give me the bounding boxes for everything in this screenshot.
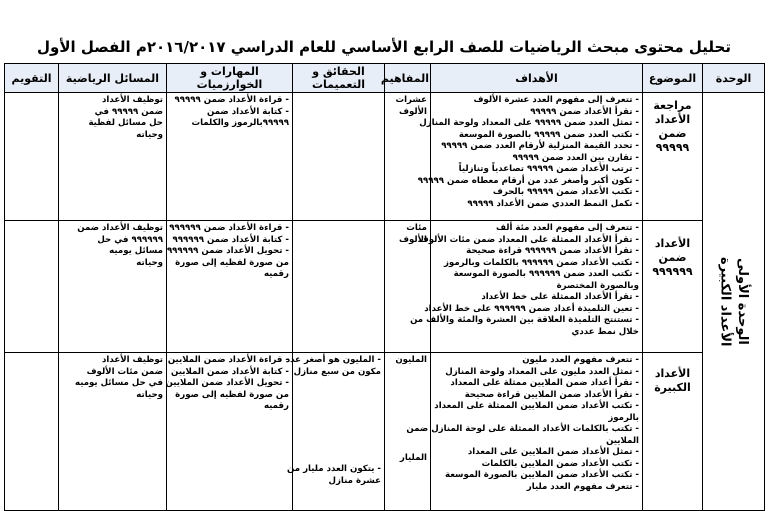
topic-line: ضمن xyxy=(658,251,687,264)
objective-item: - تستنتج التلميذة العلاقة بين العشرة والمئة والألف من xyxy=(410,315,639,325)
skill-item: رقميه xyxy=(263,269,289,279)
concept-item: المليون xyxy=(395,355,427,365)
topic-cell xyxy=(643,93,703,221)
objective-item: - تكتب الأعداد ضمن الملايين بالكلمات xyxy=(481,458,639,469)
table-row xyxy=(5,353,765,511)
objective-item: - تقرأ الأعداد ضمن ٩٩٩٩٩ xyxy=(530,106,639,117)
fact-item: - المليون هو أصغر عدد xyxy=(285,355,381,365)
topic-line: الكبيرة xyxy=(654,381,691,394)
assessment-cell xyxy=(5,221,59,353)
facts-cell xyxy=(293,93,385,221)
objective-item: - تقرأ الأعداد ضمن ٩٩٩٩٩٩ قراءة صحيحة xyxy=(466,246,639,256)
table-row xyxy=(5,93,765,221)
skills-cell xyxy=(167,353,293,511)
objective-item: - تكتب الأعداد ضمن ٩٩٩٩٩٩ بالكلمات وبالرموز xyxy=(443,257,639,268)
concepts-cell xyxy=(385,93,431,221)
topic-line: الأعداد xyxy=(654,367,691,380)
objective-item: - تقرأ الأعداد الممثلة على المعداد ضمن مئات الألوف xyxy=(418,234,639,245)
skill-item: - قراءة الأعداد ضمن ٩٩٩٩٩٩ xyxy=(169,223,289,233)
objective-item: - تكتب الأعداد ضمن الملايين بالصورة الموسعة xyxy=(444,470,639,480)
problem-item: وحياته xyxy=(136,257,163,268)
problem-item: ٩٩٩٩٩٩ في حل xyxy=(97,234,163,245)
problems-cell xyxy=(59,353,167,511)
problem-item: توظيف الأعداد xyxy=(102,355,163,365)
skills-cell xyxy=(167,221,293,353)
topic-line: الأعداد xyxy=(654,113,691,126)
skill-item: - قراءة الأعداد ضمن الملايين xyxy=(167,355,289,365)
topic-cell xyxy=(643,353,703,511)
topic-line: ٩٩٩٩٩٩ xyxy=(652,265,693,278)
objective-item: - تعين التلميذة أعداد ضمن ٩٩٩٩٩٩ على خط الأعداد xyxy=(424,303,639,314)
objective-item: - تكتب بالكلمات الأعداد الممثلة على لوحة المنازل ضمن xyxy=(406,424,639,434)
topic-line: ٩٩٩٩٩ xyxy=(655,141,690,154)
header-facts: الحقائق و التعميمات xyxy=(293,64,385,93)
objective-item: الملايين xyxy=(606,435,639,446)
skill-item: - تحويل الأعداد ضمن ٩٩٩٩٩٩ xyxy=(166,246,289,256)
facts-cell xyxy=(293,221,385,353)
objective-item: - تقرأ الأعداد ضمن الملايين قراءة صحيحة xyxy=(464,389,639,400)
facts-cell xyxy=(285,353,385,511)
objective-item: خلال نمط عددي xyxy=(571,326,639,337)
topic-line: ضمن xyxy=(658,127,687,140)
skill-item: - كتابة الأعداد ضمن xyxy=(206,106,289,117)
objective-item: - تكمل النمط العددي ضمن الأعداد ٩٩٩٩٩ xyxy=(467,198,639,209)
topic-line: مراجعة xyxy=(653,99,692,112)
problem-item: توظيف الأعداد ضمن xyxy=(77,223,163,233)
objective-item: - تمثل العدد مليون على المعداد ولوحة المنازل xyxy=(445,366,639,377)
skill-item: - تحويل الأعداد ضمن الملايين xyxy=(165,378,289,388)
objective-item: - تقرأ الأعداد الممثلة على خط الأعداد xyxy=(481,292,639,302)
problem-item: وحياته xyxy=(136,129,163,140)
header-concepts: المفاهيم xyxy=(385,64,431,93)
header-objectives: الأهداف xyxy=(431,64,643,93)
problem-item: وحياته xyxy=(136,389,163,400)
table-row xyxy=(5,221,765,353)
page-title: تحليل محتوى مبحث الرياضيات للصف الرابع الأساسي للعام الدراسي ٢٠١٦/٢٠١٧م الفصل الأول xyxy=(37,38,731,56)
objective-item: - تكتب العدد ضمن ٩٩٩٩٩٩ بالصورة الموسعة xyxy=(453,269,639,279)
header-assessment: التقويم xyxy=(5,64,59,93)
problem-item: حل مسائل لفظية xyxy=(88,118,163,128)
concepts-cell xyxy=(385,221,431,353)
content-analysis-table xyxy=(4,63,765,511)
objective-item: - تكتب الأعداد ضمن ٩٩٩٩٩ بالحرف xyxy=(492,187,639,197)
problems-cell xyxy=(59,93,167,221)
skill-item: ٩٩٩٩٩بالرموز والكلمات xyxy=(191,118,289,128)
objective-item: بالرموز xyxy=(608,412,639,423)
problem-item: في حل مسائل يوميه xyxy=(74,378,163,388)
objective-item: - تتعرف مفهوم العدد مليون xyxy=(522,355,639,365)
concept-item: الألوف xyxy=(399,234,427,245)
unit-cell xyxy=(703,93,765,511)
problems-cell xyxy=(59,221,167,353)
header-skills: المهارات و الخوارزميات xyxy=(167,64,293,93)
objective-item: - تحدد القيمة المنزلية لأرقام العدد ضمن ٩٩٩٩٩ xyxy=(441,141,639,151)
objective-item: - تمثل العدد ضمن ٩٩٩٩٩ على المعداد ولوحة المنازل xyxy=(419,118,639,128)
header-unit: الوحدة xyxy=(703,64,765,93)
objective-item: - تكتب الأعداد ضمن الملايين الممثلة على المعداد xyxy=(434,401,639,411)
assessment-cell xyxy=(5,353,59,511)
fact-item: عشرة منازل xyxy=(328,475,381,486)
objectives-cell xyxy=(410,221,643,353)
problem-item: ضمن مئات الألوف xyxy=(86,366,163,377)
skill-item: - كتابة الأعداد ضمن الملايين xyxy=(171,366,289,377)
unit-subject: الأعداد الكبيرة xyxy=(717,256,733,347)
objective-item: - تتعرف إلى مفهوم العدد عشرة الألوف xyxy=(473,95,639,105)
unit-name: الوحدة الأولى xyxy=(735,258,750,345)
skill-item: من صورة لفظيه إلى صورة xyxy=(175,257,289,268)
concept-item: عشرات xyxy=(395,95,427,105)
skill-item: - قراءة الأعداد ضمن ٩٩٩٩٩ xyxy=(174,95,289,105)
fact-item: مكون من سبع منازل xyxy=(293,366,381,377)
problem-item: ضمن ٩٩٩٩٩ في xyxy=(94,106,163,117)
header-problems: المسائل الرياضية xyxy=(59,64,167,93)
objective-item: - تكون أكبر وأصغر عدد من أرقام معطاه ضمن ٩٩٩٩٩ xyxy=(417,175,639,186)
objective-item: وبالصورة المختصرة xyxy=(556,280,639,291)
fact-item: - يتكون العدد مليار من xyxy=(287,464,381,474)
problem-item: مسائل يوميه xyxy=(109,246,163,256)
concept-item: المليار xyxy=(399,452,427,463)
table-header-row xyxy=(5,64,765,93)
skill-item: رقميه xyxy=(263,401,289,411)
objective-item: - تتعرف مفهوم العدد مليار xyxy=(526,481,639,492)
objective-item: - تتعرف إلى مفهوم العدد مئة ألف xyxy=(495,223,639,233)
objective-item: - تقارن بين العدد ضمن ٩٩٩٩٩ xyxy=(512,152,639,163)
objective-item: - ترتب الأعداد ضمن ٩٩٩٩٩ تصاعدياً وتنازلياً xyxy=(458,164,639,174)
topic-cell xyxy=(643,221,703,353)
topic-line: الأعداد xyxy=(654,237,691,250)
concept-item: الألوف xyxy=(399,106,427,117)
assessment-cell xyxy=(5,93,59,221)
skill-item: - كتابة الأعداد ضمن ٩٩٩٩٩٩ xyxy=(172,234,289,245)
concept-item: مئات xyxy=(406,223,427,233)
problem-item: توظيف الأعداد xyxy=(102,95,163,105)
objectives-cell xyxy=(417,93,643,221)
objective-item: - تقرأ أعداد ضمن الملايين ممثلة على المعداد xyxy=(450,378,639,388)
objective-item: - تكتب العدد ضمن ٩٩٩٩٩ بالصورة الموسعة xyxy=(458,129,639,140)
skills-cell xyxy=(167,93,293,221)
skill-item: من صورة لفظيه إلى صورة xyxy=(175,389,289,400)
header-topic: الموضوع xyxy=(643,64,703,93)
objective-item: - تمثل الأعداد ضمن الملايين على المعداد xyxy=(467,447,639,457)
